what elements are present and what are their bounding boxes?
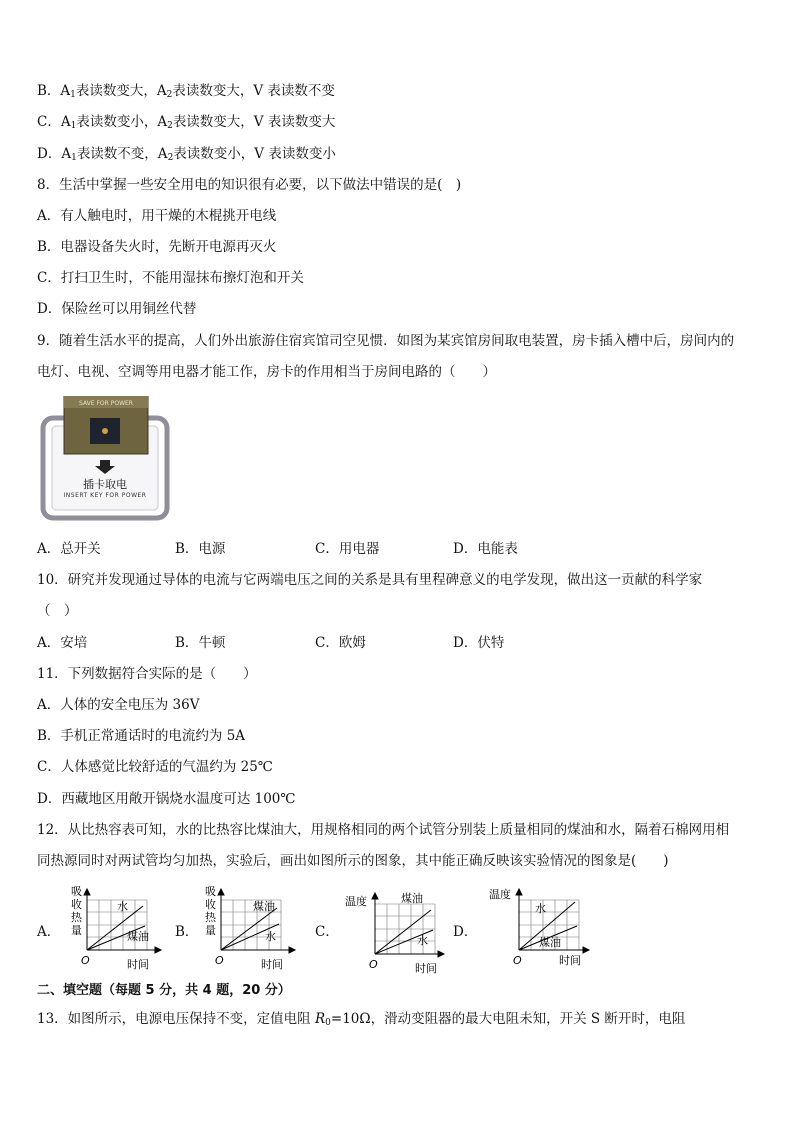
graph-d-ylabel: 温度 — [489, 888, 511, 901]
q11-option-c: C．人体感觉比较舒适的气温约为 25℃ — [37, 759, 273, 775]
graph-c-xlabel: 时间 — [415, 962, 437, 975]
graph-a-upper-label: 水 — [117, 900, 128, 913]
graph-a-ylabel-2: 收 — [71, 898, 82, 911]
graph-a-lower-label: 煤油 — [127, 930, 149, 943]
q11-option-b: B．手机正常通话时的电流约为 5A — [37, 728, 246, 744]
q9-stem-line2: 电灯、电视、空调等用电器才能工作，房卡的作用相当于房间电路的（ ） — [37, 364, 496, 380]
graph-a — [37, 884, 167, 974]
device-label: 插卡取电 — [83, 478, 127, 491]
graph-d-origin: O — [513, 954, 522, 967]
graph-b-xlabel: 时间 — [261, 958, 283, 971]
q9-option-b: B．电源 — [175, 541, 226, 557]
graph-c-origin: O — [369, 958, 378, 971]
graph-b-lower-label: 水 — [265, 930, 276, 943]
q8-option-c: C．打扫卫生时，不能用湿抹布擦灯泡和开关 — [37, 270, 304, 286]
graph-b-letter: B． — [175, 924, 199, 940]
graph-c-ylabel: 温度 — [345, 895, 367, 908]
q8-option-a: A．有人触电时，用干燥的木棍挑开电线 — [37, 208, 277, 224]
graph-b-ylabel-4: 量 — [205, 924, 216, 937]
q7-option-b: B．$A_1$表读数变大，$A_2$表读数变大，V 表读数不变 — [37, 83, 335, 100]
q10-option-a: A．安培 — [37, 635, 88, 651]
graph-b-ylabel-2: 收 — [205, 898, 216, 911]
graph-a-origin: O — [81, 954, 90, 967]
q10-option-d: D．伏特 — [453, 635, 505, 651]
q9-option-c: C．用电器 — [315, 541, 380, 557]
graph-a-letter: A． — [37, 924, 61, 940]
section-title: 二、填空题（每题 5 分，共 4 题，20 分） — [37, 983, 291, 998]
graph-d-xlabel: 时间 — [559, 954, 581, 967]
card-power-switch-image — [40, 396, 170, 522]
q11-stem: 11．下列数据符合实际的是（ ） — [37, 666, 257, 682]
q7-option-d: D．$A_1$表读数不变，$A_2$表读数变小，V 表读数变小 — [37, 146, 336, 163]
q8-option-b: B．电器设备失火时，先断开电源再灭火 — [37, 239, 277, 255]
q8-stem: 8．生活中掌握一些安全用电的知识很有必要，以下做法中错误的是( ) — [37, 177, 462, 193]
q12-stem-line1: 12．从比热容表可知，水的比热容比煤油大，用规格相同的两个试管分别装上质量相同的煤油和水，隔着石棉网用相 — [37, 822, 730, 838]
q10-stem-line2: （ ） — [37, 603, 78, 619]
graph-d-letter: D． — [453, 924, 478, 940]
q9-option-d: D．电能表 — [453, 541, 518, 557]
graph-b-ylabel-3: 热 — [205, 911, 216, 924]
q9-stem-line1: 9．随着生活水平的提高，人们外出旅游住宿宾馆司空见惯．如图为某宾馆房间取电装置，房卡插入槽中后，房间内的 — [37, 333, 735, 349]
graph-d — [453, 884, 593, 974]
q10-stem-line1: 10．研究并发现通过导体的电流与它两端电压之间的关系是具有里程碑意义的电学发现，做出这一贡献的科学家 — [37, 572, 703, 588]
graph-a-ylabel-4: 量 — [71, 924, 82, 937]
graph-c-lower-label: 水 — [417, 934, 428, 947]
q12-stem-line2: 同热源同时对两试管均匀加热，实验后，画出如图所示的图象，其中能正确反映该实验情况的图象是( ) — [37, 853, 669, 869]
graph-a-xlabel: 时间 — [127, 958, 149, 971]
graph-c-letter: C． — [315, 924, 339, 940]
graph-b — [175, 884, 305, 974]
device-label-en: INSERT KEY FOR POWER — [63, 492, 147, 499]
graph-c — [315, 884, 445, 976]
card-text: SAVE FOR POWER — [79, 400, 133, 407]
graph-a-ylabel-3: 热 — [71, 911, 82, 924]
q8-option-d: D．保险丝可以用铜丝代替 — [37, 301, 197, 317]
graph-d-upper-label: 水 — [535, 902, 546, 915]
q11-option-d: D．西藏地区用敞开锅烧水温度可达 100℃ — [37, 791, 296, 807]
graph-c-upper-label: 煤油 — [401, 892, 423, 905]
q9-option-a: A．总开关 — [37, 541, 101, 557]
q11-option-a: A．人体的安全电压为 36V — [37, 697, 200, 713]
graph-b-origin: O — [215, 954, 224, 967]
graph-d-lower-label: 煤油 — [539, 936, 561, 949]
graph-b-upper-label: 煤油 — [253, 900, 275, 913]
q13-stem: 13．如图所示，电源电压保持不变，定值电阻 $R_0=10\Omega$，滑动变阻器的最大电阻未知，开关 S 断开时，电阻 — [37, 1011, 686, 1028]
graph-b-ylabel-1: 吸 — [205, 885, 216, 898]
q7-option-c: C．$A_1$表读数变小，$A_2$表读数变大，V 表读数变大 — [37, 114, 336, 131]
q10-option-c: C．欧姆 — [315, 635, 366, 651]
graph-a-ylabel-1: 吸 — [71, 885, 82, 898]
q10-option-b: B．牛顿 — [175, 635, 226, 651]
